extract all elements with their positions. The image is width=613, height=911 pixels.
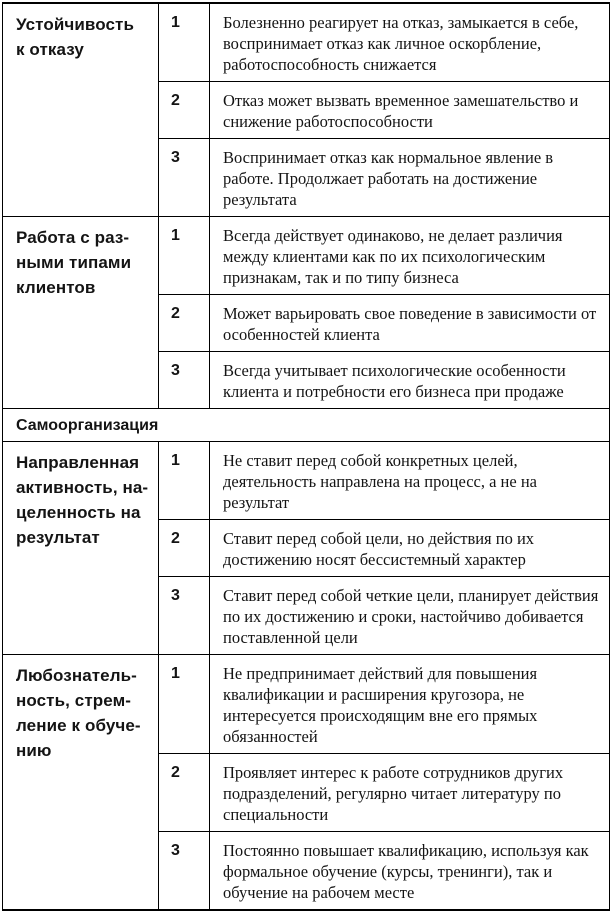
- level-description: Отказ может вызвать временное замешательство и снижение работоспособности: [210, 82, 610, 139]
- rating-value: 1: [159, 217, 210, 295]
- table-row: [3, 217, 610, 295]
- competency-rating-table: [2, 2, 610, 911]
- level-description: Ставит перед собой цели, но действия по их достижению носят бессистемный характер: [210, 520, 610, 577]
- competency-name: Работа с раз- ными типами клиентов: [3, 217, 159, 409]
- rating-value: 1: [159, 655, 210, 754]
- level-description: Проявляет интерес к работе сотрудников других подразделений, регулярно читает литературу по специальности: [210, 754, 610, 832]
- level-description: Не ставит перед собой конкретных целей, деятельность направлена на процесс, а не на результат: [210, 442, 610, 520]
- level-description: Болезненно реагирует на отказ, замыкается в себе, воспринимает отказ как личное оскорбление, работоспособность снижается: [210, 3, 610, 82]
- rating-value: 2: [159, 520, 210, 577]
- group-header: Самоорганизация: [3, 409, 610, 442]
- competency-name: Устойчивость к отказу: [3, 3, 159, 217]
- level-description: Ставит перед собой четкие цели, планирует действия по их достижению и сроки, настойчиво добивается поставленной цели: [210, 577, 610, 655]
- table-row: [3, 442, 610, 520]
- level-description: Может варьировать свое поведение в зависимости от особенностей клиента: [210, 295, 610, 352]
- rating-value: 1: [159, 442, 210, 520]
- table-row: [3, 655, 610, 754]
- rating-value: 2: [159, 295, 210, 352]
- table-row: [3, 3, 610, 82]
- rating-value: 2: [159, 754, 210, 832]
- level-description: Всегда учитывает психологические особенности клиента и потребности его бизнеса при продаже: [210, 352, 610, 409]
- rating-value: 3: [159, 352, 210, 409]
- rating-value: 3: [159, 139, 210, 217]
- rating-value: 3: [159, 577, 210, 655]
- rating-value: 1: [159, 3, 210, 82]
- level-description: Постоянно повышает квалификацию, используя как формальное обучение (курсы, тренинги), так и обучение на рабочем месте: [210, 832, 610, 911]
- level-description: Всегда действует одинаково, не делает различия между клиентами как по их психологическим признакам, так и по типу бизнеса: [210, 217, 610, 295]
- competency-name: Направленная активность, на- целенность на результат: [3, 442, 159, 655]
- level-description: Не предпринимает действий для повышения квалификации и расширения кругозора, не интересуется происходящим вне его прямых обязанностей: [210, 655, 610, 754]
- rating-value: 3: [159, 832, 210, 911]
- table-row: [3, 409, 610, 442]
- level-description: Воспринимает отказ как нормальное явление в работе. Продолжает работать на достижение результата: [210, 139, 610, 217]
- competency-name: Любознатель- ность, стрем- ление к обуче- нию: [3, 655, 159, 911]
- rating-value: 2: [159, 82, 210, 139]
